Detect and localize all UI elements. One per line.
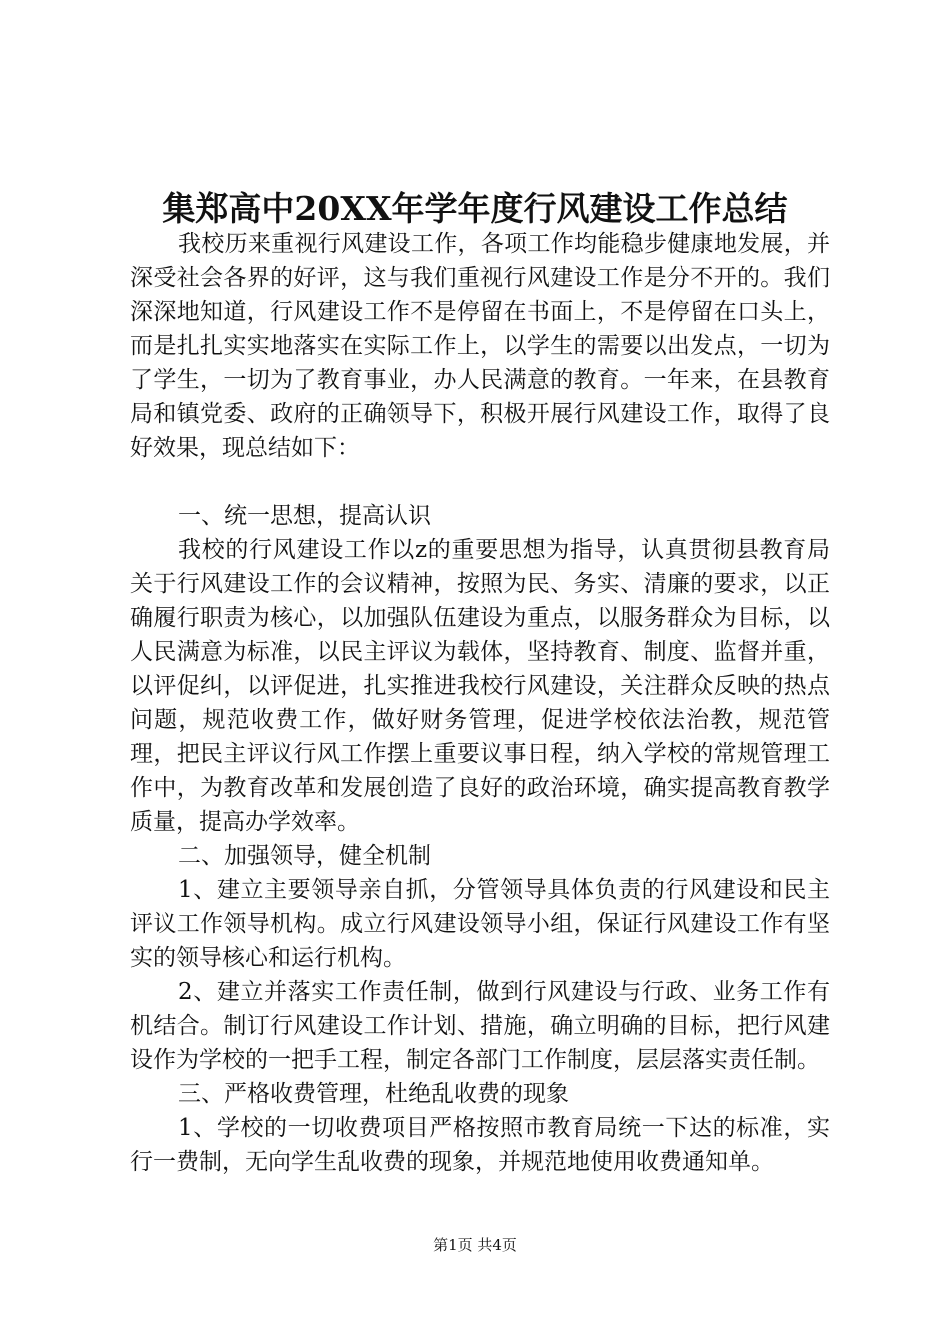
paragraph-section-2-item-1: 1、建立主要领导亲自抓，分管领导具体负责的行风建设和民主评议工作领导机构。成立行风建设领导小组，保证行风建设工作有坚实的领导核心和运行机构。	[130, 877, 830, 971]
paragraph-gap	[130, 465, 830, 499]
paragraph-section-2-item-2: 2、建立并落实工作责任制，做到行风建设与行政、业务工作有机结合。制订行风建设工作计划、措施，确立明确的目标，把行风建设作为学校的一把手工程，制定各部门工作制度，层层落实责任制。	[130, 979, 830, 1073]
section-heading-1: 一、统一思想，提高认识	[178, 503, 431, 529]
document-title: 集郑高中20XX年学年度行风建设工作总结	[162, 189, 788, 228]
paragraph-section-1: 我校的行风建设工作以z的重要思想为指导，认真贯彻县教育局关于行风建设工作的会议精神，按照为民、务实、清廉的要求，以正确履行职责为核心，以加强队伍建设为重点，以服务群众为目标，以人民满意为标准，以民主评议为载体，坚持教育、制度、监督并重，以评促纠，以评促进，扎实推进我校行风建设，关注群众反映的热点问题，规范收费工作，做好财务管理，促进学校依法治教，规范管理，把民主评议行风工作摆上重要议事日程，纳入学校的常规管理工作中，为教育改革和发展创造了良好的政治环境，确实提高教育教学质量，提高办学效率。	[130, 537, 830, 835]
paragraph-section-3-item-1: 1、学校的一切收费项目严格按照市教育局统一下达的标准，实行一费制，无向学生乱收费的现象，并规范地使用收费通知单。	[130, 1115, 830, 1175]
page-footer: 第1页 共4页	[433, 1236, 517, 1254]
section-heading-2: 二、加强领导，健全机制	[178, 843, 431, 869]
document-body	[130, 227, 830, 1179]
paragraph-intro: 我校历来重视行风建设工作，各项工作均能稳步健康地发展，并深受社会各界的好评，这与我们重视行风建设工作是分不开的。我们深深地知道，行风建设工作不是停留在书面上，不是停留在口头上，而是扎扎实实地落实在实际工作上，以学生的需要以出发点，一切为了学生，一切为了教育事业，办人民满意的教育。一年来，在县教育局和镇党委、政府的正确领导下，积极开展行风建设工作，取得了良好效果，现总结如下：	[130, 231, 830, 461]
section-heading-3: 三、严格收费管理，杜绝乱收费的现象	[178, 1081, 569, 1107]
